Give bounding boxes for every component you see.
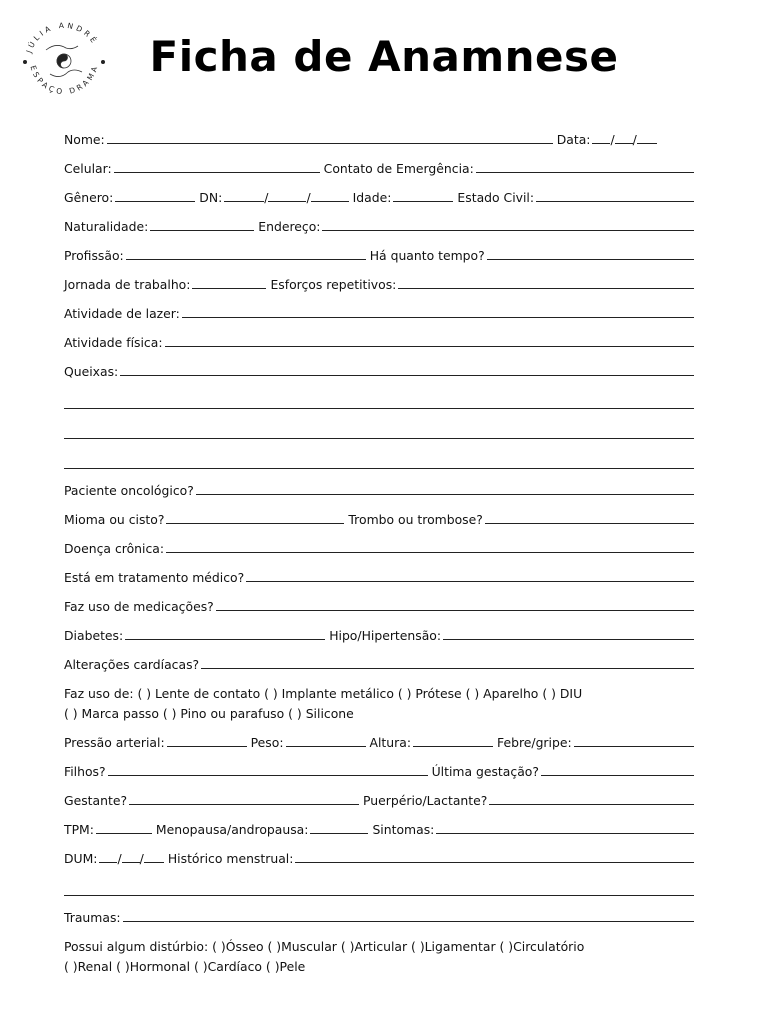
field-dum-day[interactable] <box>99 850 117 863</box>
label-estado-civil: Estado Civil: <box>457 190 535 205</box>
field-historico-line-2[interactable] <box>64 876 694 896</box>
field-gestante[interactable] <box>129 792 359 805</box>
field-dn-month[interactable] <box>268 189 306 202</box>
field-diabetes[interactable] <box>125 627 325 640</box>
field-hipo[interactable] <box>443 627 694 640</box>
field-oncologico[interactable] <box>196 482 694 495</box>
field-fisica[interactable] <box>165 334 694 347</box>
label-mioma: Mioma ou cisto? <box>64 512 165 527</box>
field-dum-month[interactable] <box>122 850 140 863</box>
label-diabetes: Diabetes: <box>64 628 124 643</box>
label-nome: Nome: <box>64 132 105 147</box>
field-data-day[interactable] <box>592 131 610 144</box>
label-uso-linha1[interactable]: Faz uso de: ( ) Lente de contato ( ) Implante metálico ( ) Prótese ( ) Aparelho ( ) DIU <box>64 686 583 701</box>
field-dum-year[interactable] <box>144 850 164 863</box>
label-data: Data: <box>556 132 591 147</box>
label-pressao: Pressão arterial: <box>64 735 165 750</box>
field-queixas-line-2[interactable] <box>64 389 694 409</box>
anamnesis-form: Nome: Data: / / Celular: Contato de Emergência: Gênero: DN: / / Idade: Estado Civil: Naturalidade: Endereço: Profissão: Há quanto tempo? Jornada de trabalho: Esforços repetitivos: Atividade de lazer: Atividade física: Queixas: Paciente oncológico? Mioma ou cisto? Trombo ou trombose? Doença crônica: Está em tratamento médico? Faz uso de medicações? Diabetes: Hipo/Hipertensão: Alterações cardíacas? Faz uso de: ( ) Lente de contato ( ) Implante metálico ( ) Prótese ( ) Aparelho ( ) DIU ( ) Marca passo ( ) Pino ou parafuso ( ) Silicone Pressão arterial: Peso: Altura: Febre/gripe: Filhos? Última gestação? Gestante? Puerpério/Lactante? TPM: Menopausa/andropausa: Sintomas: DUM: / / Histórico menstrual: Traumas: Possui algum distúrbio: ( )Ósseo ( )Muscular ( )Articular ( )Ligamentar ( )Circulatório ( )Renal ( )Hormonal ( )Cardíaco ( )Pele <box>64 128 694 984</box>
label-idade: Idade: <box>352 190 392 205</box>
label-disturbio-linha2[interactable]: ( )Renal ( )Hormonal ( )Cardíaco ( )Pele <box>64 959 306 974</box>
field-genero[interactable] <box>115 189 195 202</box>
label-naturalidade: Naturalidade: <box>64 219 149 234</box>
field-dn-year[interactable] <box>311 189 349 202</box>
field-filhos[interactable] <box>108 763 428 776</box>
field-estado-civil[interactable] <box>536 189 694 202</box>
label-puerperio: Puerpério/Lactante? <box>363 793 488 808</box>
field-tpm[interactable] <box>96 821 152 834</box>
field-ultima[interactable] <box>541 763 694 776</box>
field-puerperio[interactable] <box>489 792 694 805</box>
label-celular: Celular: <box>64 161 112 176</box>
field-naturalidade[interactable] <box>150 218 254 231</box>
label-febre: Febre/gripe: <box>497 735 572 750</box>
field-menopausa[interactable] <box>310 821 368 834</box>
label-ultima: Última gestação? <box>431 764 539 779</box>
field-queixas[interactable] <box>120 363 694 376</box>
label-sintomas: Sintomas: <box>372 822 435 837</box>
field-historico[interactable] <box>295 850 694 863</box>
label-doenca: Doença crônica: <box>64 541 165 556</box>
field-lazer[interactable] <box>182 305 694 318</box>
label-hipo: Hipo/Hipertensão: <box>329 628 442 643</box>
field-altura[interactable] <box>413 734 493 747</box>
field-esforcos[interactable] <box>398 276 694 289</box>
field-medicacoes[interactable] <box>216 598 694 611</box>
field-contato[interactable] <box>476 160 694 173</box>
label-oncologico: Paciente oncológico? <box>64 483 194 498</box>
field-nome[interactable] <box>107 131 553 144</box>
field-ha-quanto[interactable] <box>487 247 694 260</box>
logo-name-top: JÚLIA ANDRÉ <box>24 20 100 55</box>
label-disturbio-linha1[interactable]: Possui algum distúrbio: ( )Ósseo ( )Muscular ( )Articular ( )Ligamentar ( )Circulatório <box>64 939 585 954</box>
field-tratamento[interactable] <box>246 569 694 582</box>
logo-name-bottom: ESPAÇO DRAMA <box>28 62 100 97</box>
label-contato: Contato de Emergência: <box>323 161 474 176</box>
field-jornada[interactable] <box>192 276 266 289</box>
label-genero: Gênero: <box>64 190 114 205</box>
label-menopausa: Menopausa/andropausa: <box>155 822 309 837</box>
field-dn-day[interactable] <box>224 189 264 202</box>
label-peso: Peso: <box>250 735 284 750</box>
field-sintomas[interactable] <box>436 821 694 834</box>
label-uso-linha2[interactable]: ( ) Marca passo ( ) Pino ou parafuso ( ) Silicone <box>64 706 354 721</box>
label-dum: DUM: <box>64 851 98 866</box>
label-traumas: Traumas: <box>64 910 121 925</box>
field-data-year[interactable] <box>637 131 657 144</box>
label-cardiacas: Alterações cardíacas? <box>64 657 200 672</box>
field-celular[interactable] <box>114 160 320 173</box>
field-profissao[interactable] <box>126 247 366 260</box>
field-idade[interactable] <box>393 189 453 202</box>
label-fisica: Atividade física: <box>64 335 163 350</box>
label-dn: DN: <box>199 190 223 205</box>
label-altura: Altura: <box>369 735 412 750</box>
label-jornada: Jornada de trabalho: <box>64 277 191 292</box>
label-gestante: Gestante? <box>64 793 128 808</box>
field-queixas-line-4[interactable] <box>64 449 694 469</box>
label-historico: Histórico menstrual: <box>167 851 294 866</box>
field-cardiacas[interactable] <box>201 656 694 669</box>
field-traumas[interactable] <box>123 909 694 922</box>
page-title: Ficha de Anamnese <box>149 32 619 81</box>
label-lazer: Atividade de lazer: <box>64 306 180 321</box>
field-trombo[interactable] <box>485 511 694 524</box>
label-tpm: TPM: <box>64 822 94 837</box>
field-doenca[interactable] <box>166 540 694 553</box>
label-endereco: Endereço: <box>258 219 321 234</box>
field-queixas-line-3[interactable] <box>64 419 694 439</box>
field-data-month[interactable] <box>615 131 633 144</box>
field-febre[interactable] <box>574 734 694 747</box>
label-queixas: Queixas: <box>64 364 119 379</box>
field-mioma[interactable] <box>166 511 344 524</box>
label-ha-quanto: Há quanto tempo? <box>369 248 485 263</box>
label-trombo: Trombo ou trombose? <box>348 512 483 527</box>
field-pressao[interactable] <box>167 734 247 747</box>
label-esforcos: Esforços repetitivos: <box>270 277 397 292</box>
label-filhos: Filhos? <box>64 764 106 779</box>
label-profissao: Profissão: <box>64 248 124 263</box>
field-peso[interactable] <box>286 734 366 747</box>
field-endereco[interactable] <box>322 218 694 231</box>
label-medicacoes: Faz uso de medicações? <box>64 599 214 614</box>
label-tratamento: Está em tratamento médico? <box>64 570 245 585</box>
